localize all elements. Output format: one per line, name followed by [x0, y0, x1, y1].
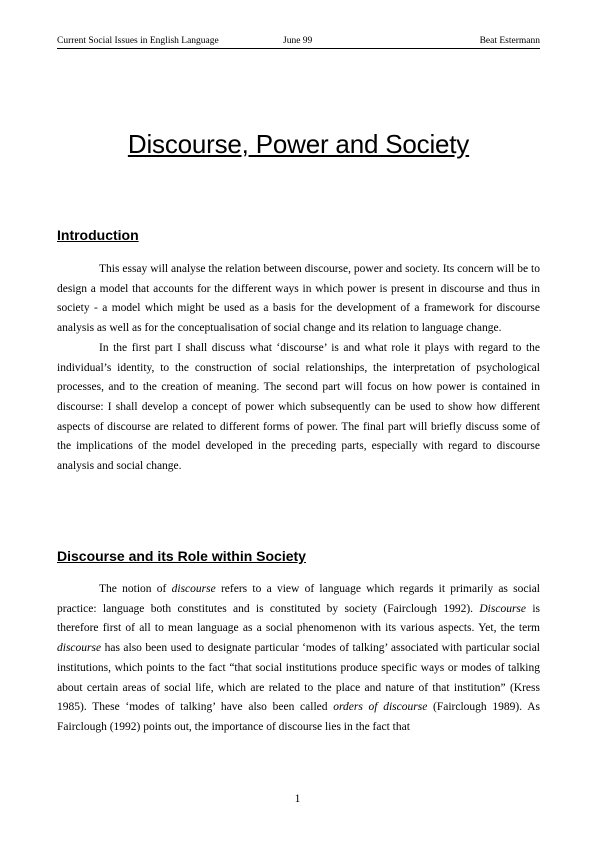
header-author: Beat Estermann — [479, 36, 540, 46]
running-header — [57, 36, 540, 49]
text-run: The notion of — [99, 583, 172, 595]
document-title: Discourse, Power and Society — [127, 129, 470, 159]
heading-discourse-role: Discourse and its Role within Society — [57, 548, 306, 564]
introduction-body — [57, 260, 540, 477]
header-course-title: Current Social Issues in English Language — [57, 36, 219, 46]
discourse-role-body — [57, 580, 540, 738]
text-run: refers to a view of language which regards it primarily as social practice: language both constitutes and is constituted by society (Fairclough 1992). — [57, 583, 540, 615]
intro-paragraph-1: This essay will analyse the relation between discourse, power and society. Its concern will be to design a model that accounts for the different ways in which power is present in discourse and thus in society - a model which might be used as a basis for the development of a framework for discourse analysis as well as for the conceptualisation of social change and its relation to language change. — [57, 263, 540, 335]
page-number: 1 — [294, 793, 301, 805]
text-run: has also been used to designate particular ‘modes of talking’ associated with particular social institutions, which points to the fact “that social institutions produce specific ways or modes of talking about certain areas of social life, which are related to the place and nature of that institution” (Kress 1985). These ‘modes of talking’ have also been called — [57, 642, 540, 714]
heading-introduction: Introduction — [57, 227, 139, 243]
emphasis-discourse: discourse — [57, 642, 102, 655]
emphasis-discourse: discourse — [171, 583, 216, 595]
header-date: June 99 — [283, 36, 313, 46]
text-run: is therefore first of all to mean language as a social phenomenon with its various aspects. Yet, the term — [57, 602, 541, 635]
discourse-paragraph-1 — [57, 580, 540, 738]
text-run: (Fairclough 1989). As Fairclough (1992) points out, the importance of discourse lies in the fact that — [57, 701, 540, 733]
emphasis-discourse: Discourse — [479, 602, 527, 615]
intro-paragraph-2: In the first part I shall discuss what ‘discourse’ is and what role it plays with regard to the individual’s identity, to the construction of social relationships, the interpretation of psychological processes, and to the creation of meaning. The second part will focus on how power is contained in discourse: I shall develop a concept of power which subsequently can be used to show how different aspects of discourse are related to different forms of power. The final part will briefly discuss some of the implications of the model developed in the preceding parts, especially with regard to discourse analysis and social change. — [57, 341, 540, 473]
emphasis-orders-of-discourse: orders of discourse — [333, 701, 428, 714]
